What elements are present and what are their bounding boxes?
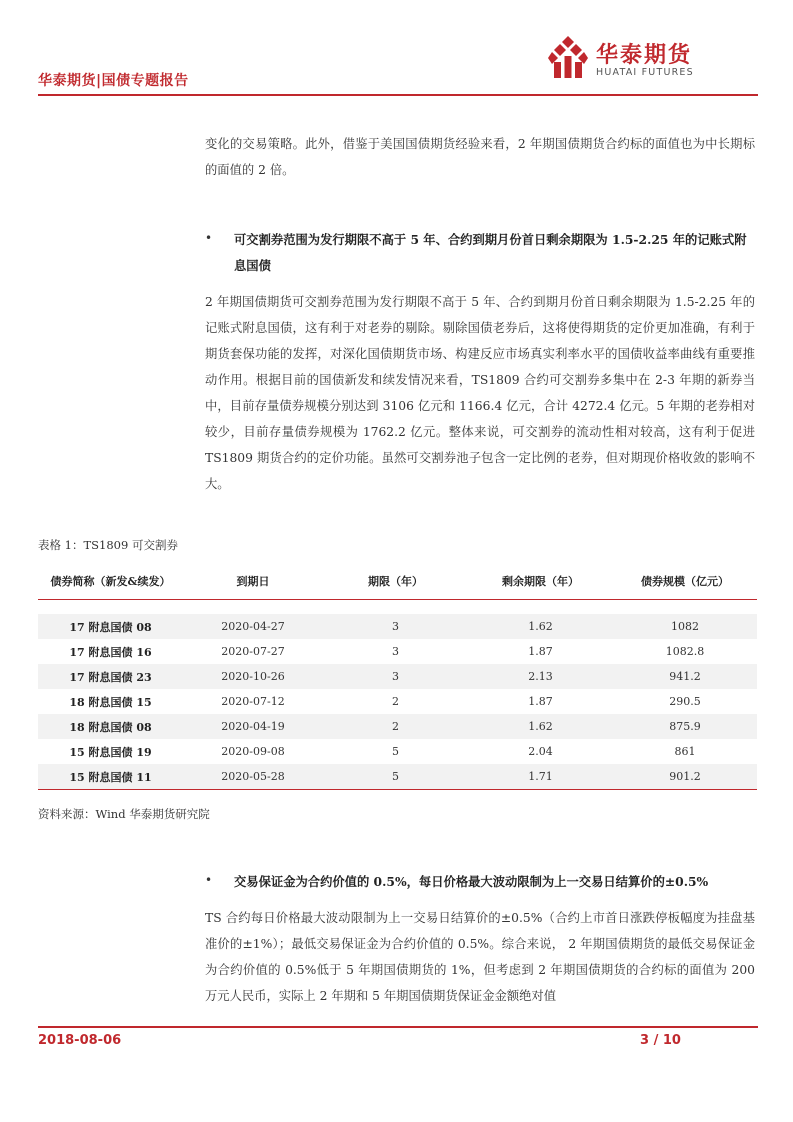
cell-bond-name: 15 附息国债 11	[38, 764, 183, 790]
deliverable-bonds-table	[38, 563, 757, 790]
cell-bond-name: 17 附息国债 23	[38, 664, 183, 689]
cell-term: 2	[392, 695, 399, 708]
cell-remaining-term: 2.04	[528, 745, 553, 758]
cell-remaining-term: 1.62	[468, 614, 613, 639]
cell-term: 3	[392, 645, 399, 658]
column-header-bond-name: 债券简称（新发&续发）	[38, 563, 183, 600]
bullet-heading-deliverable-range: 可交割券范围为发行期限不高于 5 年、合约到期月份首日剩余期限为 1.5-2.25 年的记账式附息国债	[234, 232, 747, 273]
cell-size: 1082	[613, 614, 757, 639]
cell-maturity: 2020-05-28	[183, 764, 323, 790]
cell-term: 3	[323, 664, 468, 689]
cell-maturity: 2020-07-12	[221, 695, 285, 708]
footer-page-number: 3 / 10	[640, 1033, 681, 1048]
table-header-row	[38, 563, 757, 600]
table-row	[38, 764, 757, 790]
paragraph-margin-limits	[205, 905, 755, 1009]
cell-term: 5	[392, 745, 399, 758]
paragraph-deliverable-bonds	[205, 289, 755, 497]
cell-remaining-term: 2.13	[468, 664, 613, 689]
table-row	[38, 689, 757, 714]
cell-maturity: 2020-09-08	[221, 745, 285, 758]
footer-date: 2018-08-06	[38, 1033, 122, 1048]
cell-size: 875.9	[613, 714, 757, 739]
table-caption: 表格 1：TS1809 可交割券	[38, 538, 178, 552]
cell-bond-name: 17 附息国债 16	[69, 645, 152, 659]
cell-remaining-term: 1.71	[468, 764, 613, 790]
bullet-heading-margin: 交易保证金为合约价值的 0.5%，每日价格最大波动限制为上一交易日结算价的±0.5%	[234, 874, 709, 889]
column-header-remaining-term: 剩余期限（年）	[468, 563, 613, 600]
table-row	[38, 739, 757, 764]
cell-maturity: 2020-10-26	[183, 664, 323, 689]
column-header-maturity: 到期日	[183, 563, 323, 600]
cell-bond-name: 18 附息国债 08	[38, 714, 183, 739]
cell-maturity: 2020-07-27	[221, 645, 285, 658]
table-row	[38, 714, 757, 739]
cell-term: 2	[323, 714, 468, 739]
cell-size: 901.2	[613, 764, 757, 790]
logo-chinese-text: 华泰期货	[596, 43, 693, 68]
table-row	[38, 614, 757, 639]
cell-remaining-term: 1.87	[528, 645, 553, 658]
column-header-term: 期限（年）	[323, 563, 468, 600]
bullet-marker: •	[205, 231, 213, 245]
paragraph-intro	[205, 131, 755, 183]
report-header-title: 华泰期货|国债专题报告	[38, 73, 189, 89]
logo-english-text: HUATAI FUTURES	[596, 67, 694, 78]
cell-bond-name: 18 附息国债 15	[69, 695, 152, 709]
cell-size: 1082.8	[665, 645, 705, 658]
cell-size: 941.2	[613, 664, 757, 689]
cell-size: 861	[674, 745, 696, 758]
cell-maturity: 2020-04-27	[183, 614, 323, 639]
cell-bond-name: 15 附息国债 19	[69, 745, 152, 759]
cell-remaining-term: 1.87	[528, 695, 553, 708]
cell-term: 5	[323, 764, 468, 790]
cell-bond-name: 17 附息国债 08	[38, 614, 183, 639]
footer-divider	[38, 1026, 758, 1028]
bullet-marker: •	[205, 873, 213, 887]
cell-remaining-term: 1.62	[468, 714, 613, 739]
cell-size: 290.5	[669, 695, 701, 708]
column-header-size: 债券规模（亿元）	[613, 563, 757, 600]
huatai-logo-icon	[548, 36, 588, 78]
paragraph-text: TS 合约每日价格最大波动限制为上一交易日结算价的±0.5%（合约上市首日涨跌停板幅度为挂盘基准价的±1%）；最低交易保证金为合约价值的 0.5%。综合来说， 2 年期国债期货的最低交易保证金为合约价值的 0.5%低于 5 年期国债期货的 1%，但考虑到 2 年期国债期货的合约标的面值为 200 万元人民币，实际上 2 年期和 5 年期国债期货保证金金额绝对值	[205, 911, 755, 1003]
table-row	[38, 639, 757, 664]
table-spacer	[38, 600, 757, 615]
table-row	[38, 664, 757, 689]
paragraph-text: 变化的交易策略。此外，借鉴于美国国债期货经验来看，2 年期国债期货合约标的面值也为中长期标的面值的 2 倍。	[205, 137, 755, 177]
header-divider	[38, 94, 758, 96]
paragraph-text: 2 年期国债期货可交割券范围为发行期限不高于 5 年、合约到期月份首日剩余期限为 1.5-2.25 年的记账式附息国债，这有利于对老券的剔除。剔除国债老券后，这将使得期货的定价更加准确，有利于期货套保功能的发挥，对深化国债期货市场、构建反应市场真实利率水平的国债收益率曲线有重要推动作用。根据目前的国债新发和续发情况来看，TS1809 合约可交割券多集中在 2-3 年期的新券当中，目前存量债券规模分别达到 3106 亿元和 1166.4 亿元，合计 4272.4 亿元。5 年期的老券相对较少，目前存量债券规模为 1762.2 亿元。整体来说，可交割券的流动性相对较高，这有利于促进 TS1809 期货合约的定价功能。虽然可交割券池子包含一定比例的老券，但对期现价格收敛的影响不大。	[205, 295, 755, 491]
huatai-futures-logo	[548, 36, 758, 84]
cell-term: 3	[323, 614, 468, 639]
table-source-note: 资料来源：Wind 华泰期货研究院	[38, 807, 210, 821]
cell-maturity: 2020-04-19	[183, 714, 323, 739]
